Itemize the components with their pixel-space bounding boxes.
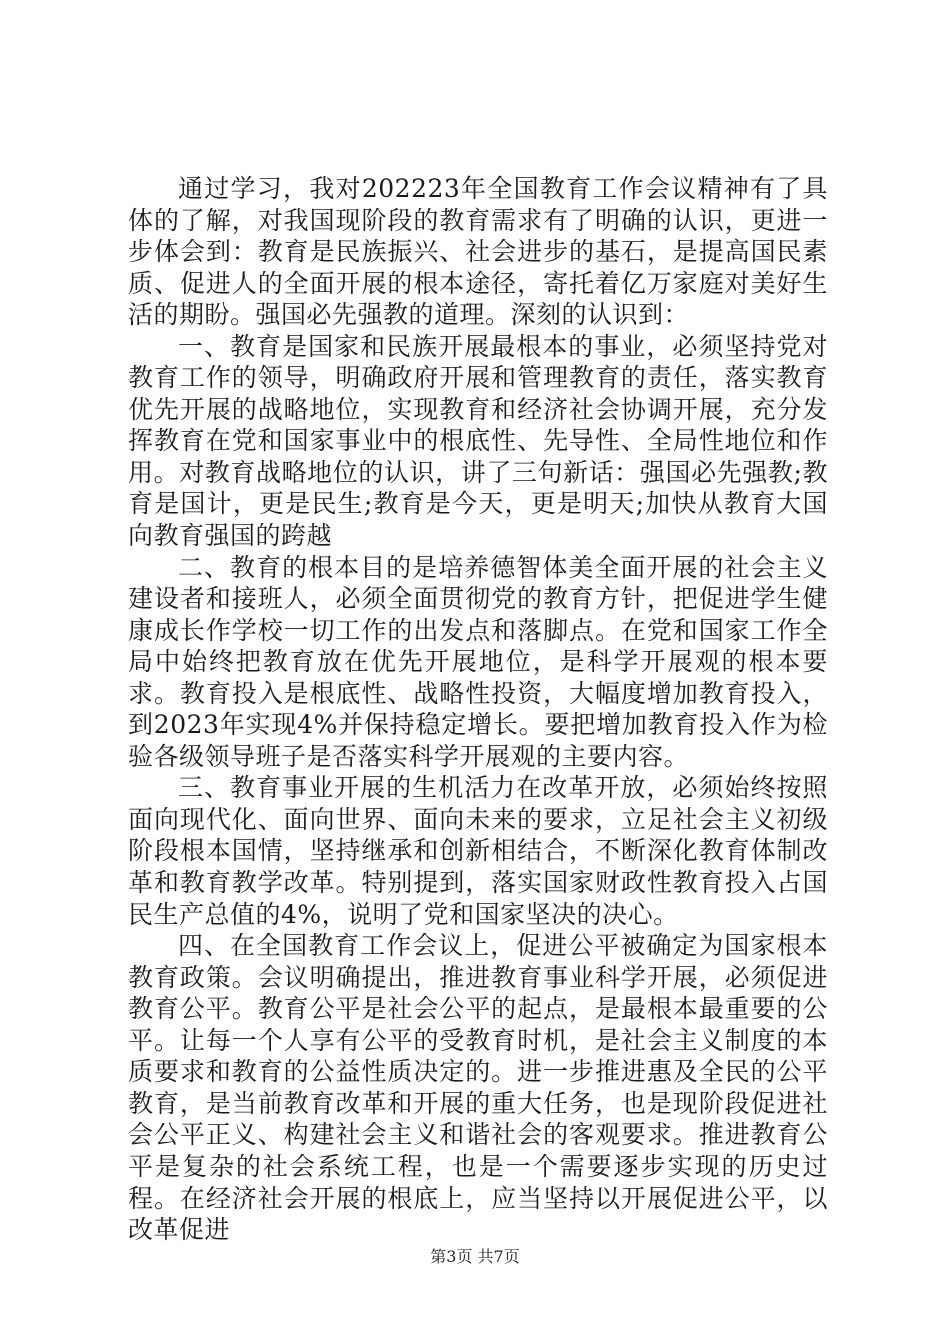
paragraph-point-2: 二、教育的根本目的是培养德智体美全面开展的社会主义建设者和接班人，必须全面贯彻党的教育方针，把促进学生健康成长作学校一切工作的出发点和落脚点。在党和国家工作全局中始终把教育放在优先开展地位，是科学开展观的根本要求。教育投入是根底性、战略性投资，大幅度增加教育投入，到2023年实现4%并保持稳定增长。要把增加教育投入作为检验各级领导班子是否落实科学开展观的主要内容。 (128, 552, 828, 771)
paragraph-point-3: 三、教育事业开展的生机活力在改革开放，必须始终按照面向现代化、面向世界、面向未来的要求，立足社会主义初级阶段根本国情，坚持继承和创新相结合，不断深化教育体制改革和教育教学改革。特别提到，落实国家财政性教育投入占国民生产总值的4%，说明了党和国家坚决的决心。 (128, 773, 828, 929)
document-body (128, 173, 828, 1246)
paragraph-point-1: 一、教育是国家和民族开展最根本的事业，必须坚持党对教育工作的领导，明确政府开展和管理教育的责任，落实教育优先开展的战略地位，实现教育和经济社会协调开展，充分发挥教育在党和国家事业中的根底性、先导性、全局性地位和作用。对教育战略地位的认识，讲了三句新话：强国必先强教;教育是国计，更是民生;教育是今天，更是明天;加快从教育大国向教育强国的跨越 (128, 331, 828, 551)
page-number-footer: 第3页 共7页 (430, 1247, 520, 1266)
paragraph-point-4: 四、在全国教育工作会议上，促进公平被确定为国家根本教育政策。会议明确提出，推进教育事业科学开展，必须促进教育公平。教育公平是社会公平的起点，是最根本最重要的公平。让每一个人享有公平的受教育时机，是社会主义制度的本质要求和教育的公益性质决定的。进一步推进惠及全民的公平教育，是当前教育改革和开展的重大任务，也是现阶段促进社会公平正义、构建社会主义和谐社会的客观要求。推进教育公平是复杂的社会系统工程，也是一个需要逐步实现的历史过程。在经济社会开展的根底上，应当坚持以开展促进公平，以改革促进 (128, 931, 828, 1245)
paragraph-intro: 通过学习，我对202223年全国教育工作会议精神有了具体的了解，对我国现阶段的教育需求有了明确的认识，更进一步体会到：教育是民族振兴、社会进步的基石，是提高国民素质、促进人的全面开展的根本途径，寄托着亿万家庭对美好生活的期盼。强国必先强教的道理。深刻的认识到： (128, 174, 828, 330)
